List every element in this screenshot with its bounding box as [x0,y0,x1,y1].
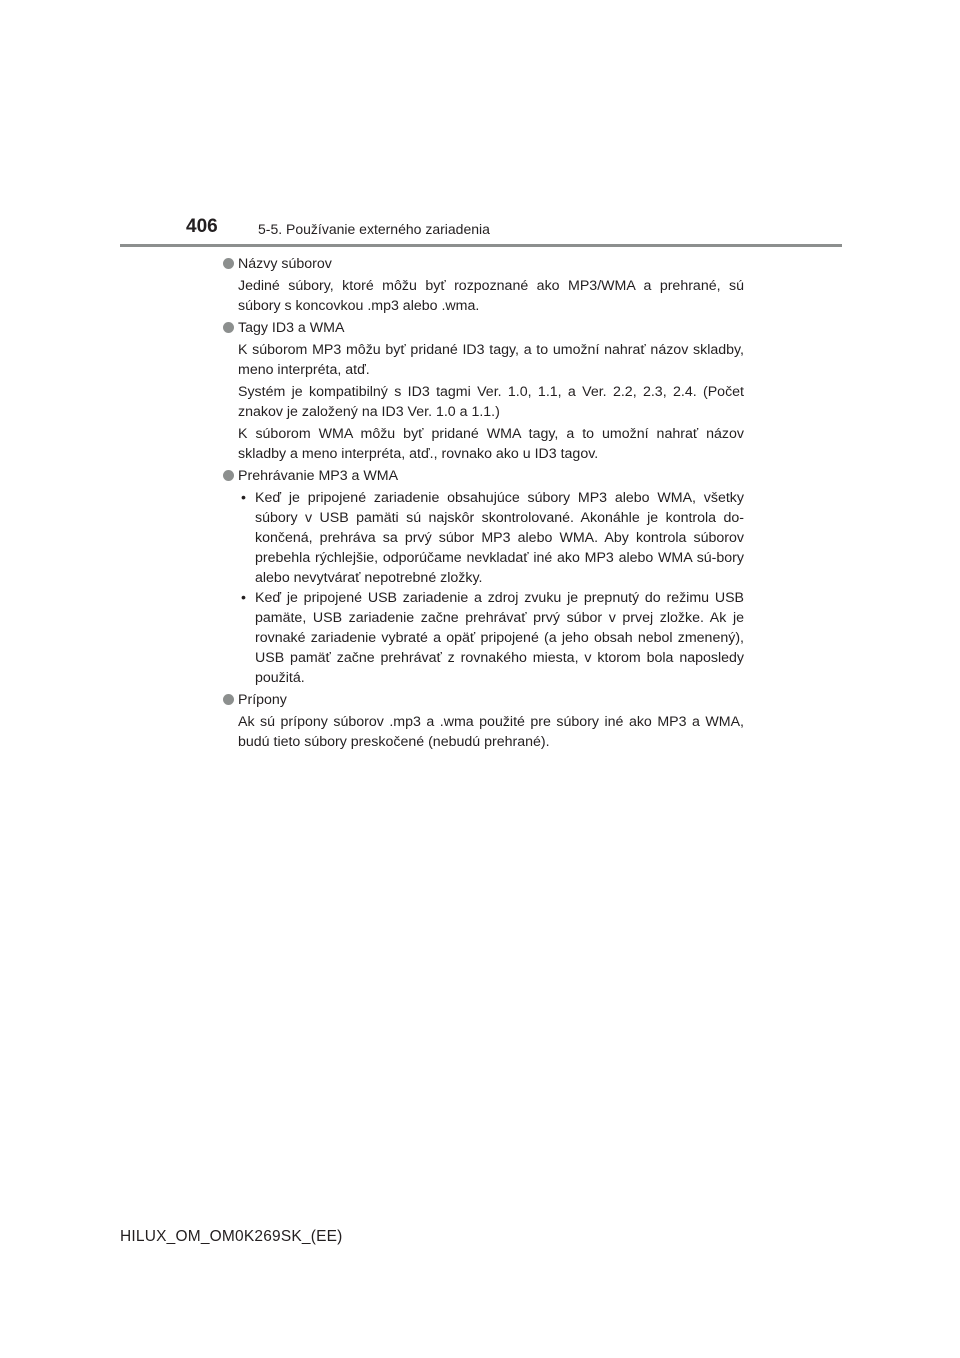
sub-list-item [222,588,744,688]
item-heading [222,466,744,486]
item-heading [222,318,744,338]
bullet-circle-icon [223,470,234,481]
list-item-file-names [222,254,744,316]
bullet-circle-icon [223,694,234,705]
item-heading-text: Názvy súborov [238,256,332,272]
paragraph: Ak sú prípony súborov .mp3 a .wma použité pre súbory iné ako MP3 a WMA, budú tieto súbory preskočené (nebudú prehrané). [238,714,744,750]
document-code: HILUX_OM_OM0K269SK_(EE) [120,1228,343,1245]
sub-list-item [222,488,744,588]
item-heading-text: Prípony [238,692,287,708]
page-header [120,216,842,248]
item-heading [222,254,744,274]
page-content [222,254,744,754]
header-divider [120,244,842,247]
bullet-circle-icon [223,322,234,333]
section-title: 5-5. Používanie externého zariadenia [258,221,490,237]
list-item-extensions [222,690,744,752]
page-number: 406 [186,216,218,237]
paragraph: Systém je kompatibilný s ID3 tagmi Ver. 1.0, 1.1, a Ver. 2.2, 2.3, 2.4. (Počet znakov je založený na ID3 Ver. 1.0 a 1.1.) [238,384,744,420]
list-item-playback [222,466,744,688]
item-heading-text: Tagy ID3 a WMA [238,320,345,336]
item-heading [222,690,744,710]
bullet-dot-icon: • [241,590,246,606]
bullet-circle-icon [223,258,234,269]
item-heading-text: Prehrávanie MP3 a WMA [238,468,399,484]
sub-list [222,488,744,688]
bullet-dot-icon: • [241,490,246,506]
list-item-tags [222,318,744,464]
paragraph: K súborom WMA môžu byť pridané WMA tagy, a to umožní nahrať názov skladby a meno interpréta, atď., rovnako ako u ID3 tagov. [238,426,744,462]
paragraph: Jediné súbory, ktoré môžu byť rozpoznané ako MP3/WMA a prehrané, sú súbory s koncovkou .mp3 alebo .wma. [238,278,744,314]
paragraph: K súborom MP3 môžu byť pridané ID3 tagy, a to umožní nahrať názov skladby, meno interpréta, atď. [238,342,744,378]
sub-item-text: Keď je pripojené USB zariadenie a zdroj zvuku je prepnutý do režimu USB pamäte, USB zariadenie začne prehrávať prvý súbor v prvej zložke. Ak je rovnaké zariadenie vybraté a opäť pripojené (a jeho obsah nebol zmenený), USB pamäť začne prehrávať z rovnakého miesta, v ktorom bola naposledy použitá. [255,590,744,686]
sub-item-text: Keď je pripojené zariadenie obsahujúce súbory MP3 alebo WMA, všetky súbory v USB pamäti sú najskôr skontrolované. Akonáhle je kontrola do-končená, prehráva sa prvý súbor MP3 alebo WMA. Aby kontrola súborov prebehla rýchlejšie, odporúčame nevkladať iné ako MP3 alebo WMA sú-bory alebo nevytvárať nepotrebné zložky. [255,490,744,586]
